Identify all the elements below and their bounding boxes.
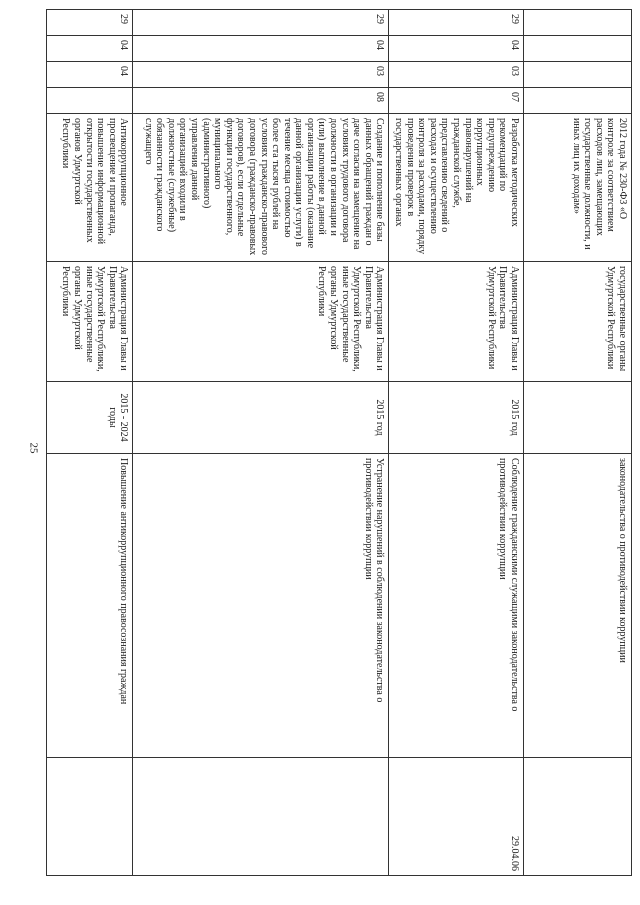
program-activities-table xyxy=(46,9,632,876)
code-cell: 08 xyxy=(133,88,389,114)
code-cell: 29 xyxy=(389,10,524,36)
date-cell xyxy=(47,758,133,876)
activity-name-cell: Создание и пополнение базы данных обращений граждан о даче согласия на замещение на условиях трудового договора должности в организации и (или) выполнение в данной организации работы (оказание данной организации услуги) в течение месяца стоимостью более ста тысяч рублей на условиях гражданско-правового договора (гражданско-правовых договоров), если отдельные функции государственного, муниципального (административного) управления данной организацией входили в должностные (служебные) обязанности гражданского служащего xyxy=(133,114,389,262)
code-cell: 03 xyxy=(133,62,389,88)
term-cell xyxy=(524,382,632,454)
result-cell: законодательства о противодействии коррупции xyxy=(524,454,632,758)
code-cell: 04 xyxy=(47,62,133,88)
code-cell: 04 xyxy=(133,36,389,62)
activity-name-cell: 2012 года № 230-ФЗ «О контроле за соответствием расходов лиц, замещающих государственные должности, и иных лиц их доходам» xyxy=(524,114,632,262)
term-cell: 2015 - 2024 годы xyxy=(47,382,133,454)
rotated-page xyxy=(62,9,632,875)
code-cell: 03 xyxy=(389,62,524,88)
executor-cell: государственные органы Удмуртской Республики xyxy=(524,262,632,382)
date-cell xyxy=(524,758,632,876)
executor-cell: Администрация Главы и Правительства Удмуртской Республики xyxy=(389,262,524,382)
code-cell xyxy=(524,36,632,62)
code-cell: 29 xyxy=(133,10,389,36)
date-cell: 29.04.06 xyxy=(389,758,524,876)
executor-cell: Администрация Главы и Правительства Удмуртской Республики, иные государственные органы Удмуртской Республики xyxy=(133,262,389,382)
code-cell: 04 xyxy=(389,36,524,62)
result-cell: Повышение антикоррупционного правосознания граждан xyxy=(47,454,133,758)
table-row xyxy=(524,10,632,876)
result-cell: Соблюдение гражданскими служащими законодательства о противодействии коррупции xyxy=(389,454,524,758)
activity-name-cell: Разработка методических рекомендаций по предупреждению коррупционных правонарушений на гражданской службе, представлению сведений о расходах и осуществлению контроля за расходами, порядку проведения проверок в государственных органах xyxy=(389,114,524,262)
code-cell: 07 xyxy=(389,88,524,114)
term-cell: 2015 год xyxy=(133,382,389,454)
activity-name-cell: Антикоррупционное просвещение и пропаганда, повышение информационной открытости государственных органов Удмуртской Республики xyxy=(47,114,133,262)
table-row xyxy=(389,10,524,876)
code-cell xyxy=(524,62,632,88)
table-row xyxy=(133,10,389,876)
code-cell: 04 xyxy=(47,36,133,62)
code-cell: 29 xyxy=(47,10,133,36)
executor-cell: Администрация Главы и Правительства Удмуртской Республики, иные государственные органы Удмуртской Республики xyxy=(47,262,133,382)
code-cell xyxy=(524,10,632,36)
result-cell: Устранение нарушений в соблюдении законодательства о противодействии коррупции xyxy=(133,454,389,758)
code-cell xyxy=(524,88,632,114)
date-cell xyxy=(133,758,389,876)
code-cell xyxy=(47,88,133,114)
rotated-content xyxy=(62,9,632,875)
table-row xyxy=(47,10,133,876)
term-cell: 2015 год xyxy=(389,382,524,454)
page-number: 25 xyxy=(27,442,40,454)
